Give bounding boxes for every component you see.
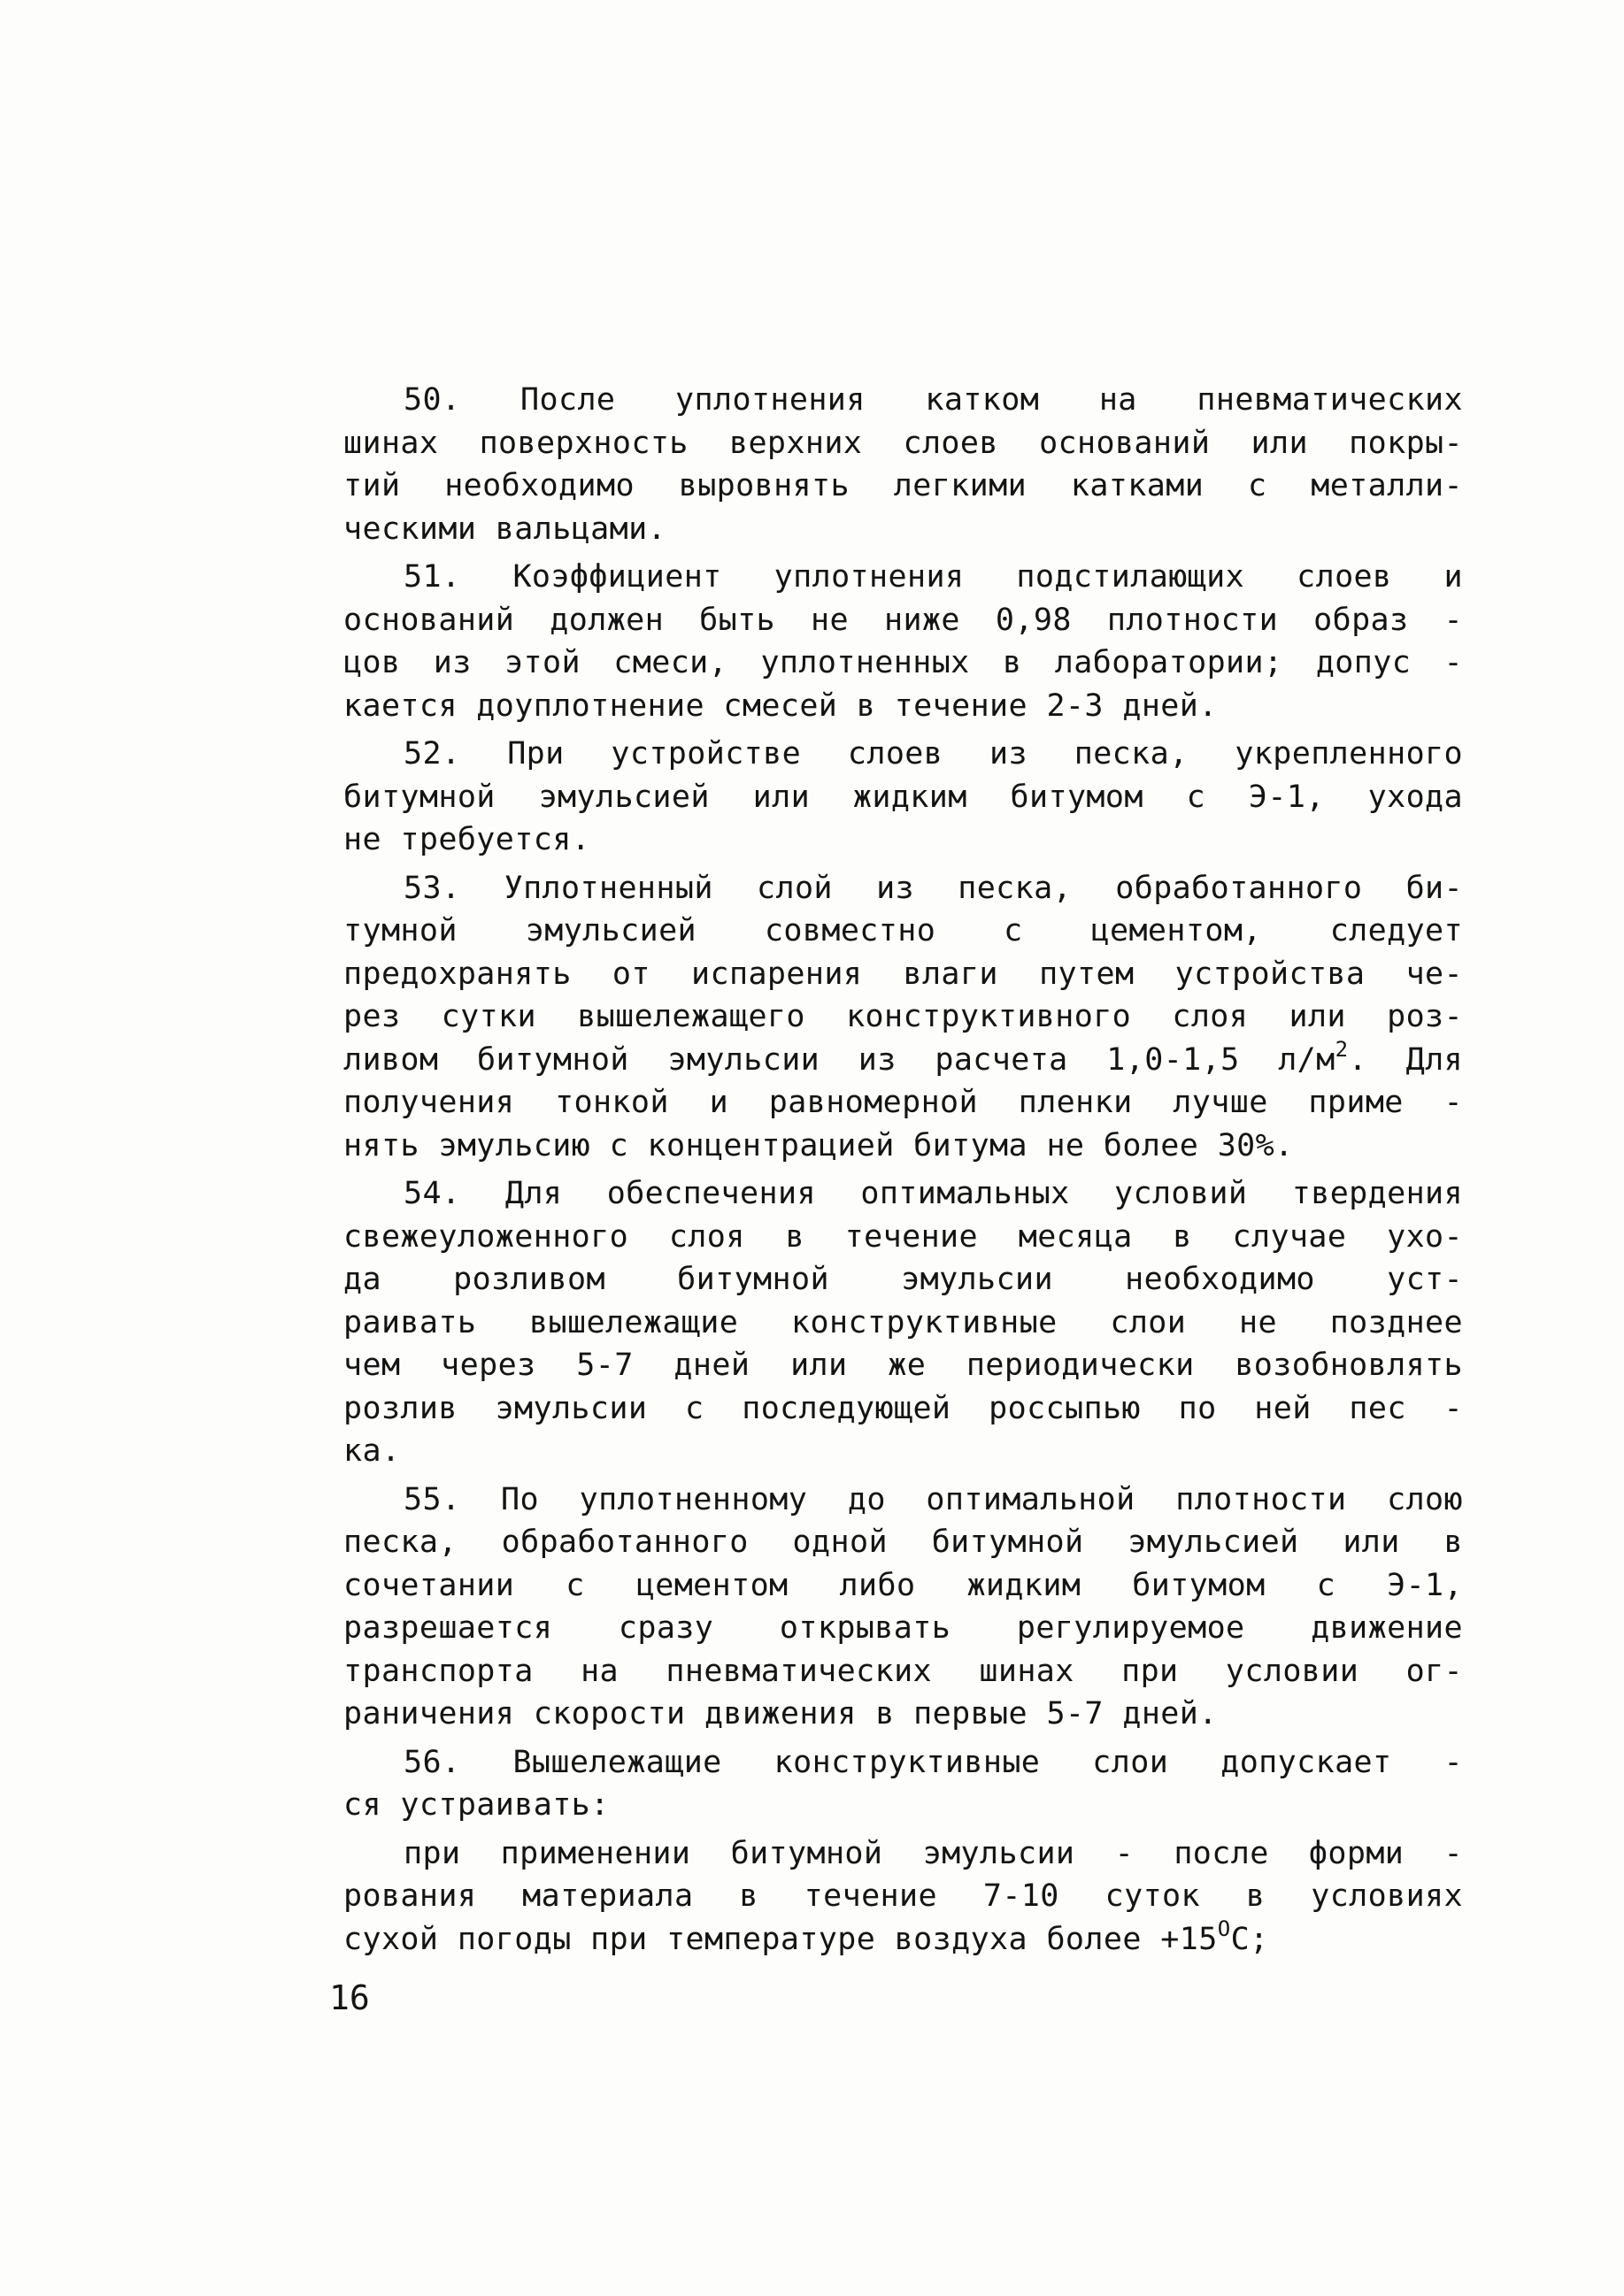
text-line: тий необходимо выровнять легкими катками с металли- [343,468,1463,503]
superscript: 2 [1335,1036,1349,1062]
text-line: кается доуплотнение смесей в течение 2-3 дней. [343,687,1218,724]
paragraph-51 [343,556,1463,727]
text-line: 54. Для обеспечения оптимальных условий твердения [404,1176,1463,1211]
paragraph-56-item [343,1832,1463,1962]
text-line: не требуется. [343,822,591,857]
paragraph-54 [343,1172,1463,1473]
text-line: 56. Вышележащие конструктивные слои допускает - [404,1744,1463,1780]
text-line: тумной эмульсией совместно с цементом, следует [343,913,1463,948]
text-line: 50. После уплотнения катком на пневматических [404,382,1463,418]
paragraph-56 [343,1741,1463,1827]
paragraph-55 [343,1478,1463,1736]
text-line: рования материала в течение 7-10 суток в условиях [343,1878,1463,1914]
paragraph-53 [343,867,1463,1168]
text-line-with-superscript [343,1036,1464,1082]
text-line: 51. Коэффициент уплотнения подстилающих слоев и [404,559,1463,595]
text-line: розлив эмульсии с последующей россыпью по ней пес - [343,1390,1463,1426]
text-line: при применении битумной эмульсии - после форми - [404,1835,1463,1871]
text-line: чем через 5-7 дней или же периодически возобновлять [343,1348,1463,1383]
text-line: цов из этой смеси, уплотненных в лаборатории; допус - [343,645,1463,680]
text-line: 53. Уплотненный слой из песка, обработанного би- [404,870,1463,906]
text-line: свежеуложенного слоя в течение месяца в случае ухо- [343,1218,1463,1255]
text-line: шинах поверхность верхних слоев оснований или покры- [343,425,1463,461]
text-line: предохранять от испарения влаги путем устройства че- [343,956,1463,992]
text-line: да розливом битумной эмульсии необходимо уст- [343,1262,1463,1297]
text-fragment: сухой погоды при температуре воздуха более +15 [343,1921,1218,1957]
paragraph-52 [343,733,1463,862]
text-fragment: C; [1230,1921,1269,1957]
text-line: ческими вальцами. [343,511,667,547]
body-text [343,379,1463,1961]
text-line: получения тонкой и равномерной пленки лучше приме - [343,1085,1463,1120]
text-line: сочетании с цементом либо жидким битумом с Э-1, [343,1567,1463,1603]
text-line: раивать вышележащие конструктивные слои не позднее [343,1304,1463,1340]
text-line: ся устраивать: [343,1787,610,1823]
text-line: раничения скорости движения в первые 5-7 дней. [343,1696,1218,1732]
superscript: O [1217,1916,1231,1941]
text-line: песка, обработанного одной битумной эмульсией или в [343,1524,1463,1560]
text-fragment: . Для [1348,1041,1464,1078]
text-line: 52. При устройстве слоев из песка, укрепленного [404,736,1463,772]
text-line: оснований должен быть не ниже 0,98 плотности образ - [343,602,1463,638]
text-line-with-superscript [343,1918,1463,1962]
paragraph-50 [343,379,1463,550]
page-number: 16 [329,1978,370,2017]
text-line: 55. По уплотненному до оптимальной плотности слою [404,1481,1463,1517]
text-fragment: ливом битумной эмульсии из расчета 1,0-1,5 л/м [343,1041,1335,1078]
text-line: транспорта на пневматических шинах при условии ог- [343,1653,1463,1689]
text-line: нять эмульсию с концентрацией битума не более 30%. [343,1127,1294,1163]
text-line: разрешается сразу открывать регулируемое движение [343,1610,1463,1646]
text-line: ка. [343,1433,401,1469]
text-line: рез сутки вышележащего конструктивного слоя или роз- [343,999,1463,1034]
text-line: битумной эмульсией или жидким битумом с Э-1, ухода [343,779,1463,815]
